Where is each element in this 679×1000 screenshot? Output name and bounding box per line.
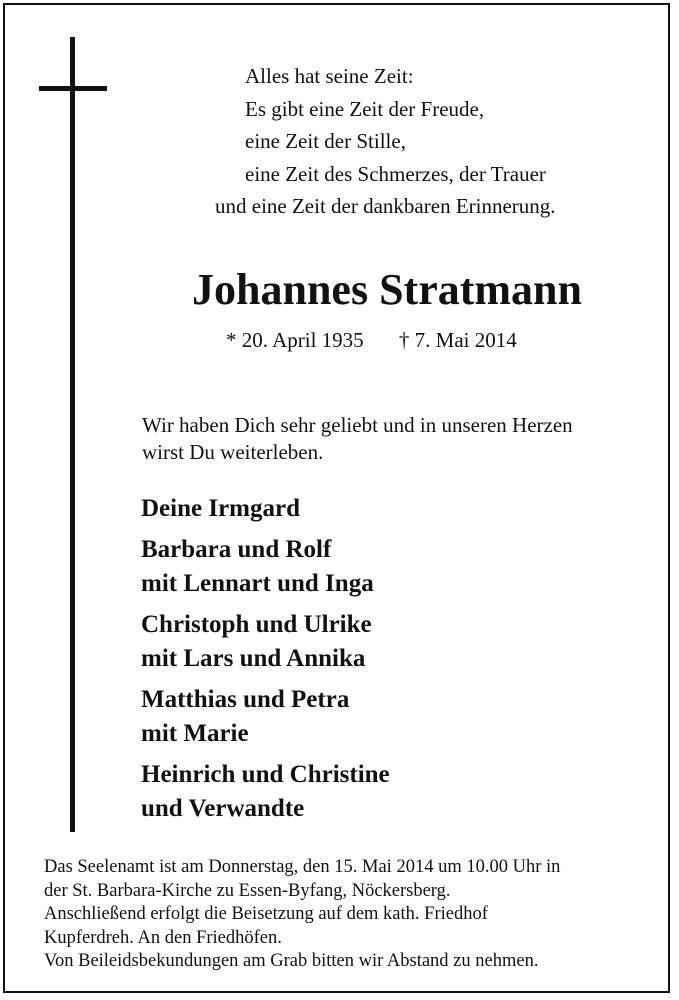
mourners-list [141, 492, 390, 833]
message-line: wirst Du weiterleben. [142, 440, 324, 464]
birth-date: * 20. April 1935 [226, 328, 364, 352]
poem-line: und eine Zeit der dankbaren Erinnerung. [215, 194, 556, 218]
mourner-group [141, 492, 390, 526]
mourner-group [141, 608, 390, 676]
life-dates [226, 326, 517, 354]
mourner-line: Matthias und Petra [141, 686, 350, 713]
mourner-line: mit Marie [141, 720, 249, 747]
mourner-group [141, 683, 390, 751]
mourner-line: Barbara und Rolf [141, 536, 332, 563]
poem-line: eine Zeit der Stille, [245, 129, 406, 153]
mourner-line: Heinrich und Christine [141, 761, 390, 788]
poem-line: eine Zeit des Schmerzes, der Trauer [245, 161, 546, 186]
deceased-name: Johannes Stratmann [192, 265, 582, 314]
mourner-line: mit Lars und Annika [141, 645, 366, 672]
funeral-info-line: Anschließend erfolgt die Beisetzung auf dem kath. Friedhof [44, 904, 488, 924]
mourner-line: mit Lennart und Inga [141, 570, 374, 597]
cross-icon-horizontal-bar [39, 86, 107, 91]
death-date: † 7. Mai 2014 [398, 328, 517, 352]
funeral-info [44, 856, 560, 974]
cross-icon-vertical-bar [70, 37, 75, 832]
funeral-info-line: Kupferdreh. An den Friedhöfen. [44, 927, 282, 948]
mourner-group [141, 758, 390, 826]
mourner-line: und Verwandte [141, 795, 305, 822]
mourner-group [141, 533, 390, 601]
poem-line: Alles hat seine Zeit: [245, 64, 414, 88]
poem [215, 60, 556, 223]
message-line: Wir haben Dich sehr geliebt und in unseren Herzen [142, 413, 573, 437]
mourner-line: Christoph und Ulrike [141, 611, 372, 638]
farewell-message [142, 412, 573, 466]
mourner-line: Deine Irmgard [141, 495, 300, 522]
funeral-info-line: Von Beileidsbekundungen am Grab bitten wir Abstand zu nehmen. [44, 951, 539, 971]
poem-line: Es gibt eine Zeit der Freude, [245, 96, 485, 121]
funeral-info-line: Das Seelenamt ist am Donnerstag, den 15. Mai 2014 um 10.00 Uhr in [44, 857, 561, 877]
funeral-info-line: der St. Barbara-Kirche zu Essen-Byfang, Nöckersberg. [44, 880, 451, 901]
